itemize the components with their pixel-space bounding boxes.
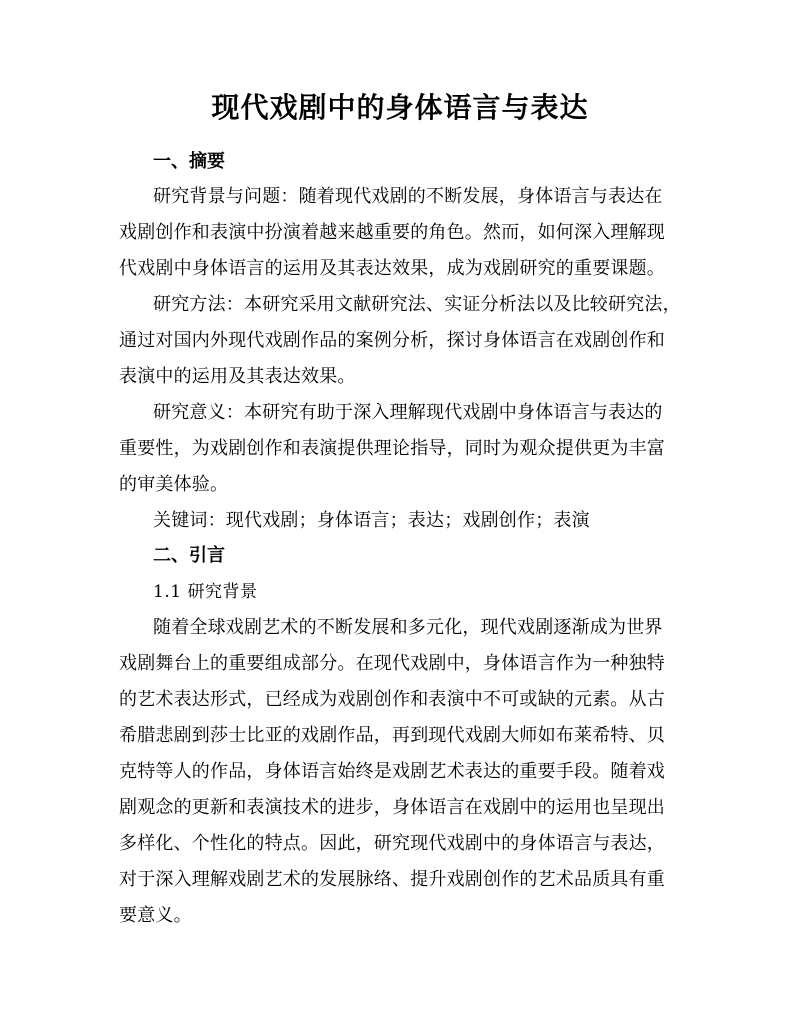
paragraph-line: 通过对国内外现代戏剧作品的案例分析，探讨身体语言在戏剧创作和 <box>119 330 665 351</box>
paragraph-line: 戏剧创作和表演中扮演着越来越重要的角色。然而，如何深入理解现 <box>119 222 665 243</box>
paragraph-line: 对于深入理解戏剧艺术的发展脉络、提升戏剧创作的艺术品质具有重 <box>119 869 665 890</box>
paragraph-line: 研究背景与问题：随着现代戏剧的不断发展，身体语言与表达在 <box>153 186 663 207</box>
keywords-line: 关键词：现代戏剧；身体语言；表达；戏剧创作；表演 <box>153 510 590 531</box>
paragraph-line: 多样化、个性化的特点。因此，研究现代戏剧中的身体语言与表达， <box>119 833 665 854</box>
paragraph-line: 的艺术表达形式，已经成为戏剧创作和表演中不可或缺的元素。从古 <box>119 689 665 710</box>
paragraph-line: 随着全球戏剧艺术的不断发展和多元化，现代戏剧逐渐成为世界 <box>153 617 663 638</box>
paragraph-line: 重要性，为戏剧创作和表演提供理论指导，同时为观众提供更为丰富 <box>119 438 665 459</box>
paragraph-line: 剧观念的更新和表演技术的进步，身体语言在戏剧中的运用也呈现出 <box>119 797 665 818</box>
paragraph-line: 代戏剧中身体语言的运用及其表达效果，成为戏剧研究的重要课题。 <box>119 258 665 279</box>
section-heading-abstract: 一、摘要 <box>153 151 225 172</box>
paragraph-line: 希腊悲剧到莎士比亚的戏剧作品，再到现代戏剧大师如布莱希特、贝 <box>119 725 665 746</box>
paragraph-line: 研究意义：本研究有助于深入理解现代戏剧中身体语言与表达的 <box>153 402 663 423</box>
subsection-heading-background: 1.1 研究背景 <box>153 582 258 602</box>
paragraph-line: 的审美体验。 <box>119 474 229 495</box>
paragraph-line: 戏剧舞台上的重要组成部分。在现代戏剧中，身体语言作为一种独特 <box>119 653 665 674</box>
paragraph-line: 研究方法：本研究采用文献研究法、实证分析法以及比较研究法， <box>153 294 681 315</box>
paragraph-line: 表演中的运用及其表达效果。 <box>119 366 356 387</box>
paragraph-line: 克特等人的作品，身体语言始终是戏剧艺术表达的重要手段。随着戏 <box>119 761 665 782</box>
document-title: 现代戏剧中的身体语言与表达 <box>211 91 589 124</box>
paragraph-line: 要意义。 <box>119 905 192 926</box>
section-heading-introduction: 二、引言 <box>153 545 225 566</box>
